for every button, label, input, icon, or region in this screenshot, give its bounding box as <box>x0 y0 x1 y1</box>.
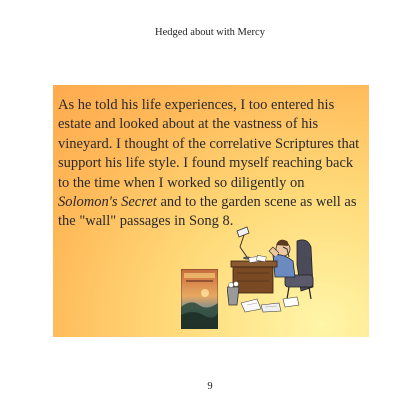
running-header: Hedged about with Mercy <box>155 27 265 38</box>
slide-paragraph <box>58 96 366 232</box>
page-number: 9 <box>207 381 213 392</box>
book-title-italic: Solomon's Secret <box>58 194 157 211</box>
slide-panel <box>53 85 369 337</box>
paragraph-text-end: and to the garden scene as well as the "wall" passages in Song 8. <box>58 194 357 230</box>
paragraph-text-start: As he told his life experiences, I too entered his estate and looked about at the vastness of his vineyard. I thought of the correlative Scriptures that support his life style. I found myself reaching back to the time when I worked so diligently on <box>58 97 360 191</box>
book-cover-image <box>181 269 218 329</box>
stressed-man-at-desk-clipart <box>227 225 319 313</box>
